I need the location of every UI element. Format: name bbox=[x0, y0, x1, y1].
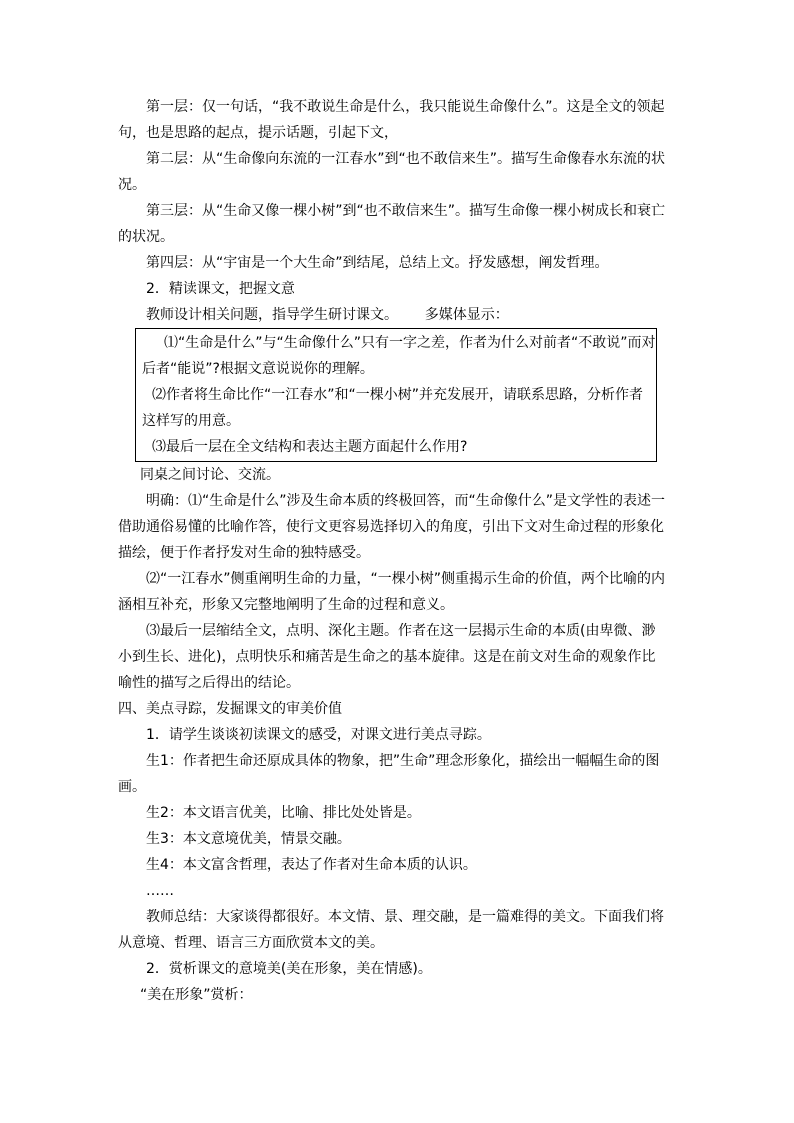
paragraph-layer-three: 第三层：从“生命又像一棵小树”到“也不敢信来生”。描写生命像一棵小树成长和衰亡的状况。 bbox=[118, 203, 666, 245]
document-body bbox=[118, 94, 666, 1008]
box-question-2: ⑵作者将生命比作“一江春水”和“一棵小树”并充发展开，请联系思路，分析作者这样写的用意。 bbox=[142, 387, 644, 429]
section-heading-beauty: 四、美点寻踪，发掘课文的审美价值 bbox=[118, 701, 342, 717]
paragraph-student-3: 生3：本文意境优美，情景交融。 bbox=[146, 831, 351, 847]
box-question-1: ⑴“生命是什么”与“生命像什么”只有一字之差，作者为什么对前者“不敢说”而对后者“能说”?根据文意说说你的理解。 bbox=[142, 335, 656, 377]
paragraph-student-1: 生1：作者把生命还原成具体的物象，把”生命”理念形象化，描绘出一幅幅生命的图画。 bbox=[118, 753, 660, 795]
paragraph-beauty-in-image: “美在形象”赏析： bbox=[140, 987, 253, 1003]
paragraph-clarify-1: 明确：⑴“生命是什么”涉及生命本质的终极回答，而“生命像什么”是文学性的表述一借助通俗易懂的比喻作答，使行文更容易选择切入的角度，引出下文对生命过程的形象化描绘，便于作者抒发对生命的独特感受。 bbox=[118, 493, 666, 561]
paragraph-teacher-summary: 教师总结：大家谈得都很好。本文情、景、理交融，是一篇难得的美文。下面我们将从意境、哲理、语言三方面欣赏本文的美。 bbox=[118, 909, 664, 951]
paragraph-layer-two: 第二层：从“生命像向东流的一江春水”到“也不敢信来生”。描写生命像春水东流的状况。 bbox=[118, 151, 666, 193]
ellipsis: …… bbox=[146, 883, 174, 899]
paragraph-layer-one: 第一层：仅一句话，“我不敢说生命是什么，我只能说生命像什么”。这是全文的领起句，也是思路的起点，提示话题，引起下文， bbox=[118, 99, 665, 141]
paragraph-layer-four: 第四层：从“宇宙是一个大生命”到结尾，总结上文。抒发感想，阐发哲理。 bbox=[146, 255, 609, 271]
paragraph-clarify-2: ⑵“一江春水”侧重阐明生命的力量，“一棵小树”侧重揭示生命的价值，两个比喻的内涵相互补充，形象又完整地阐明了生命的过程和意义。 bbox=[118, 571, 666, 613]
box-question-3: ⑶最后一层在全文结构和表达主题方面起什么作用? bbox=[152, 439, 468, 455]
paragraph-student-task: 1．请学生谈谈初读课文的感受，对课文进行美点寻踪。 bbox=[146, 727, 491, 743]
paragraph-teacher-design: 教师设计相关问题，指导学生研讨课文。 多媒体显示： bbox=[146, 307, 509, 323]
section-heading-close-reading: 2．精读课文，把握文意 bbox=[146, 281, 295, 297]
paragraph-discussion: 同桌之间讨论、交流。 bbox=[140, 467, 280, 483]
paragraph-student-4: 生4：本文富含哲理，表达了作者对生命本质的认识。 bbox=[146, 857, 477, 873]
multimedia-question-box bbox=[135, 328, 657, 462]
paragraph-clarify-3: ⑶最后一层缩结全文，点明、深化主题。作者在这一层揭示生命的本质(由卑微、渺小到生长、进化)，点明快乐和痛苦是生命之的基本旋律。这是在前文对生命的观象作比喻性的描写之后得出的结论。 bbox=[118, 623, 656, 691]
paragraph-student-2: 生2：本文语言优美，比喻、排比处处皆是。 bbox=[146, 805, 421, 821]
paragraph-appreciate-mood: 2．赏析课文的意境美(美在形象，美在情感)。 bbox=[146, 961, 432, 977]
